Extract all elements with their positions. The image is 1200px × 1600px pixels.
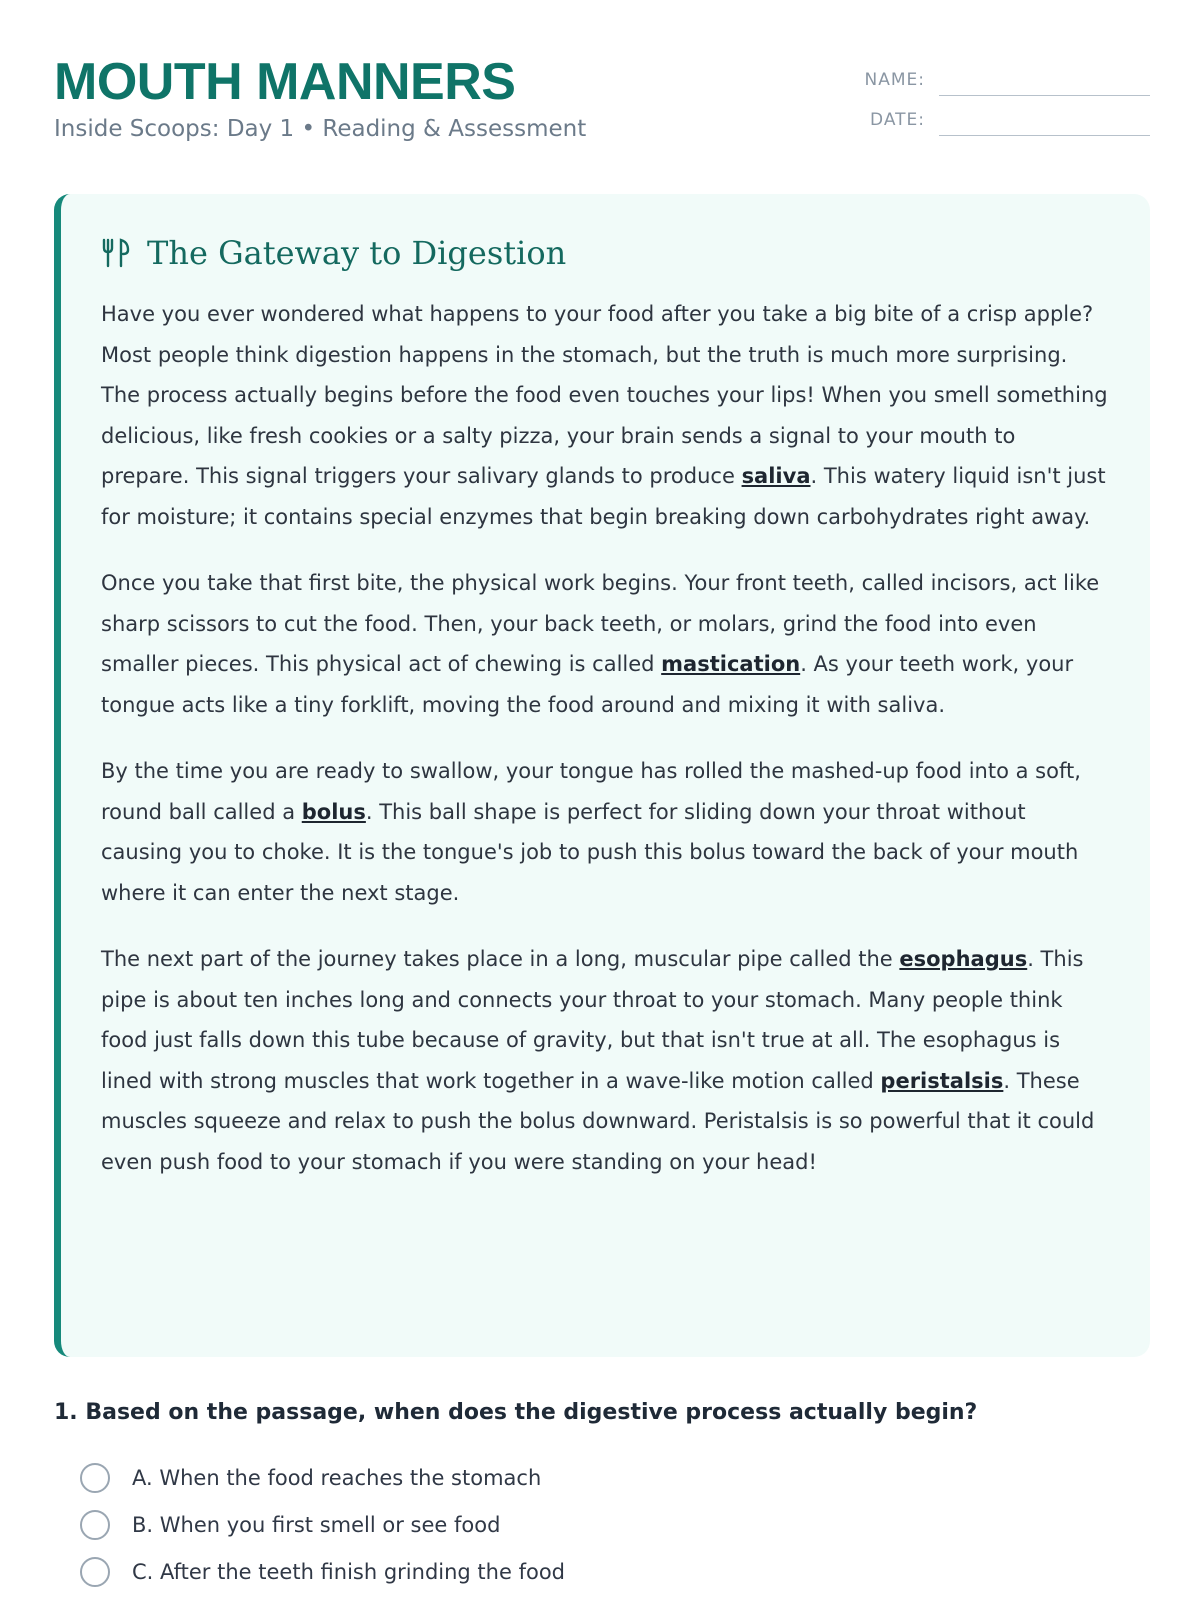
vocab-term: bolus [301, 799, 366, 824]
fork-knife-icon [101, 237, 131, 269]
answer-option[interactable] [80, 1454, 565, 1501]
question-prompt: 1. Based on the passage, when does the digestive process actually begin? [54, 1400, 978, 1425]
passage-paragraph: Have you ever wondered what happens to your food after you take a big bite of a crisp apple? Most people think digestion happens in the stomach, but the truth is much more surprising. The process actually begins before the food even touches your lips! When you smell something delicious, like fresh cookies or a salty pizza, your brain sends a signal to your mouth to prepare. This signal triggers your salivary glands to produce saliva. This watery liquid isn't just for moisture; it contains special enzymes that begin breaking down carbohydrates right away. [101, 302, 1108, 529]
vocab-term: mastication [661, 652, 801, 676]
option-label: C. After the teeth finish grinding the food [132, 1559, 565, 1584]
answer-option[interactable] [80, 1501, 565, 1548]
answer-option[interactable] [80, 1548, 565, 1595]
vocab-term: saliva [741, 464, 811, 488]
passage-paragraph: Once you take that first bite, the physical work begins. Your front teeth, called incisors, act like sharp scissors to cut the food. Then, your back teeth, or molars, grind the food into even smaller pieces. This physical act of chewing is called mastication. As your teeth work, your tongue acts like a tiny forklift, moving the food around and mixing it with saliva. [101, 571, 1100, 717]
worksheet-header [54, 52, 1150, 152]
answer-options [80, 1454, 565, 1595]
radio-button[interactable] [80, 1557, 110, 1587]
name-date-block [850, 56, 1150, 136]
worksheet-subtitle: Inside Scoops: Day 1 • Reading & Assessment [54, 116, 587, 142]
radio-button[interactable] [80, 1463, 110, 1493]
option-label: A. When the food reaches the stomach [132, 1465, 542, 1490]
passage-title: The Gateway to Digestion [147, 234, 567, 272]
passage-paragraph: By the time you are ready to swallow, your tongue has rolled the mashed-up food into a soft, round ball called a bolus. This ball shape is perfect for sliding down your throat without causing you to choke. It is the tongue's job to push this bolus toward the back of your mouth where it can enter the next stage. [101, 759, 1081, 905]
radio-button[interactable] [80, 1510, 110, 1540]
passage-paragraph: The next part of the journey takes place in a long, muscular pipe called the esophagus. This pipe is about ten inches long and connects your throat to your stomach. Many people think food just falls down this tube because of gravity, but that isn't true at all. The esophagus is lined with strong muscles that work together in a wave-like motion called peristalsis. These muscles squeeze and relax to push the bolus downward. Peristalsis is so powerful that it could even push food to your stomach if you were standing on your head! [101, 947, 1095, 1174]
name-row [850, 56, 1150, 96]
date-field[interactable] [939, 105, 1150, 136]
date-label: DATE: [870, 110, 925, 130]
name-field[interactable] [939, 65, 1150, 96]
vocab-term: peristalsis [880, 1068, 1004, 1093]
reading-passage-card [54, 194, 1150, 1357]
date-row [850, 96, 1150, 136]
passage-heading [101, 234, 1108, 272]
vocab-term: esophagus [899, 947, 1028, 971]
name-label: NAME: [864, 70, 925, 90]
option-label: B. When you first smell or see food [132, 1512, 501, 1537]
worksheet-title: MOUTH MANNERS [54, 53, 516, 111]
